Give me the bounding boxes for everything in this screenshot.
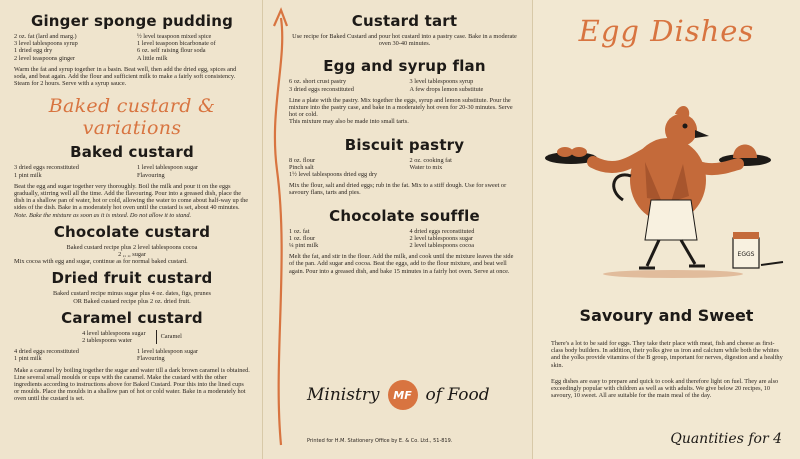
ingredient: 6 oz. short crust pastry xyxy=(289,78,347,86)
egg-box-label: EGGS xyxy=(737,251,755,258)
method-flan: Line a plate with the pastry. Mix together the eggs, syrup and lemon substitute. Pour the mixture into the pastry case, and bake in a moderately hot oven for 20-30 minutes. Serve hot or cold. xyxy=(289,96,513,119)
hen-waiter-illustration xyxy=(533,80,800,280)
ingredient: 2 tablespoons water xyxy=(82,337,133,345)
ingredient: A few drops lemon substitute xyxy=(409,85,484,93)
ingredient: 3 level tablespoons syrup xyxy=(409,78,474,86)
ingredient: 3 dried eggs reconstituted xyxy=(14,164,79,172)
ingredients-ginger xyxy=(14,33,250,62)
ingredient: 1 pint milk xyxy=(14,355,42,363)
ingredient: 4 dried eggs reconstituted xyxy=(14,348,79,356)
panel-cover xyxy=(532,0,800,459)
ingredients-caramel xyxy=(14,348,250,362)
panel-left xyxy=(0,0,260,459)
ingredients-baked xyxy=(14,164,250,178)
ingredient: Pinch salt xyxy=(289,163,314,171)
line-chocolate-2: 2 ,, ,, sugar xyxy=(118,251,146,259)
ingredient: 2 oz. cooking fat xyxy=(409,156,452,164)
ingredient: 1 oz. fat xyxy=(289,227,310,235)
ingredient: Flavouring xyxy=(137,171,165,179)
recipe-title-ginger: Ginger sponge pudding xyxy=(30,12,234,30)
ingredient: 1½ level tablespoons dried egg dry xyxy=(289,171,378,179)
ingredient: 1 level tablespoon sugar xyxy=(137,348,199,356)
method-ginger: Warm the fat and syrup together in a basin. Beat well, then add the dried egg, spices and soda, and beat again. Add the flour and sufficient milk to make a fairly soft consistency. Steam for 2 hours. Serve with a syrup sauce. xyxy=(14,65,237,88)
intro-paragraph-2: Egg dishes are easy to prepare and quick to cook and therefore light on fuel. They are also exceedingly popular with children as well as with adults. We give below 20 recipes, 10 savoury, 10 sweet. All are suitable for the main meal of the day. xyxy=(551,378,779,400)
intro-paragraph-1: There's a lot to be said for eggs. They take their place with meat, fish and cheese as first-class body builders. In addition, their yolks give us iron and calcium while both the whites and the yolks provide vitamins of the B group, important for nerves, digestion and a healthy skin. xyxy=(551,340,783,369)
ingredient: 2 oz. fat (lard and marg.) xyxy=(14,33,77,40)
ministry-logo-icon: MF xyxy=(388,380,418,410)
ingredient: 1 level teaspoon bicarbonate of xyxy=(137,40,216,48)
recipe-title-dried-fruit: Dried fruit custard xyxy=(51,269,213,288)
ingredient: Flavouring xyxy=(137,355,165,363)
ingredient: A little milk xyxy=(137,54,168,62)
ministry-of-food-mark xyxy=(307,380,517,410)
method-chocolate-custard: Mix cocoa with egg and sugar, continue as for normal baked custard. xyxy=(14,258,188,266)
recipe-title-custard-tart: Custard tart xyxy=(351,12,458,30)
ingredient: 1 pint milk xyxy=(14,171,42,179)
method-baked: Beat the egg and sugar together very thoroughly. Boil the milk and pour it on the eggs gradually, stirring well all the time. Add the flavouring. Pour into a greased dish, place the dish in a shallow pan of water, hot or cold, allowing the water to come about half-way up the sides of the dish. Bake in a moderately hot oven until the custard is set, about 40 minutes. xyxy=(14,182,249,212)
ingredient: 4 level tablespoons sugar xyxy=(82,329,146,337)
ingredients-souffle xyxy=(289,228,520,250)
cover-subtitle: Savoury and Sweet xyxy=(579,306,754,325)
ingredient: 3 level tablespoons syrup xyxy=(14,40,78,48)
ingredient: Water to mix xyxy=(409,163,443,171)
ingredient: ½ level teaspoon mixed spice xyxy=(137,33,212,40)
recipe-title-flan: Egg and syrup flan xyxy=(323,57,486,76)
ingredient: 6 oz. self raising flour soda xyxy=(137,47,206,55)
method-custard-tart: Use recipe for Baked Custard and pour hot custard into a pastry case. Bake in a moderate oven 30-40 minutes. xyxy=(292,33,517,48)
ingredient: 2 level tablespoons sugar xyxy=(409,234,473,242)
caramel-top xyxy=(14,330,250,344)
cover-title: Egg Dishes xyxy=(578,14,755,48)
recipe-title-baked: Baked custard xyxy=(70,143,194,162)
printer-imprint: Printed for H.M. Stationery Office by E. & Co. Ltd., 51-819. xyxy=(307,438,453,444)
method-souffle: Melt the fat, and stir in the flour. Add the milk, and cook until the mixture leaves the side of the pan. Add sugar and cocoa. Beat the eggs, add to the flour mixture, and beat well again. Pour into a greased dish, and bake 15 minutes in a fairly hot oven. Serve at once. xyxy=(289,253,514,275)
recipe-title-chocolate-custard: Chocolate custard xyxy=(53,222,211,241)
ingredients-flan xyxy=(289,78,520,92)
of-food-word: of Food xyxy=(425,385,490,405)
ingredient: 3 dried eggs reconstituted xyxy=(289,85,354,93)
ingredient: 1 oz. flour xyxy=(289,234,316,242)
ingredients-biscuit xyxy=(289,157,520,179)
method-biscuit: Mix the flour, salt and dried eggs; rub in the fat. Mix to a stiff dough. Use for sweet or savoury flans, tarts and pies. xyxy=(289,182,507,197)
ministry-word: Ministry xyxy=(307,385,380,405)
method-caramel: Make a caramel by boiling together the sugar and water till a dark brown caramel is obtained. Line several small moulds or cups with the caramel. Make the custard with the other ingredients according to instructions above for Baked Custard. Pour this into the lined cups or moulds. Place the moulds in a shallow pan of hot or cold water. Bake in a moderately hot oven until the custard is set. xyxy=(14,366,250,403)
panel-middle xyxy=(262,0,530,459)
section-heading-baked-variations: Baked custard & variations xyxy=(48,95,216,140)
caramel-label: Caramel xyxy=(160,333,182,341)
note-flan: This mixture may also be made into small tarts. xyxy=(289,118,409,126)
line-chocolate-1: Baked custard recipe plus 2 level tablespoons cocoa xyxy=(66,243,198,251)
ingredient: 1 level tablespoon sugar xyxy=(137,164,199,172)
line-dried-1: Baked custard recipe minus sugar plus 4 oz. dates, figs, prunes xyxy=(53,290,211,298)
ingredient: 2 level tablespoons cocoa xyxy=(409,242,475,250)
note-baked: Note. Bake the mixture as soon as it is mixed. Do not allow it to stand. xyxy=(14,211,192,219)
ingredient: 2 level teaspoons ginger xyxy=(14,54,76,62)
ingredient: ¼ pint milk xyxy=(289,242,319,250)
line-dried-2: OR Baked custard recipe plus 2 oz. dried fruit. xyxy=(73,297,191,305)
recipe-title-biscuit: Biscuit pastry xyxy=(344,135,465,154)
ingredient: 8 oz. flour xyxy=(289,156,316,164)
ingredient: 1 dried egg dry xyxy=(14,47,53,55)
recipe-title-souffle: Chocolate souffle xyxy=(329,206,480,225)
recipe-title-caramel: Caramel custard xyxy=(61,308,203,327)
curved-arrow-icon xyxy=(263,0,293,459)
quantities-note: Quantities for 4 xyxy=(670,431,782,447)
ingredient: 4 dried eggs reconstituted xyxy=(409,227,475,235)
